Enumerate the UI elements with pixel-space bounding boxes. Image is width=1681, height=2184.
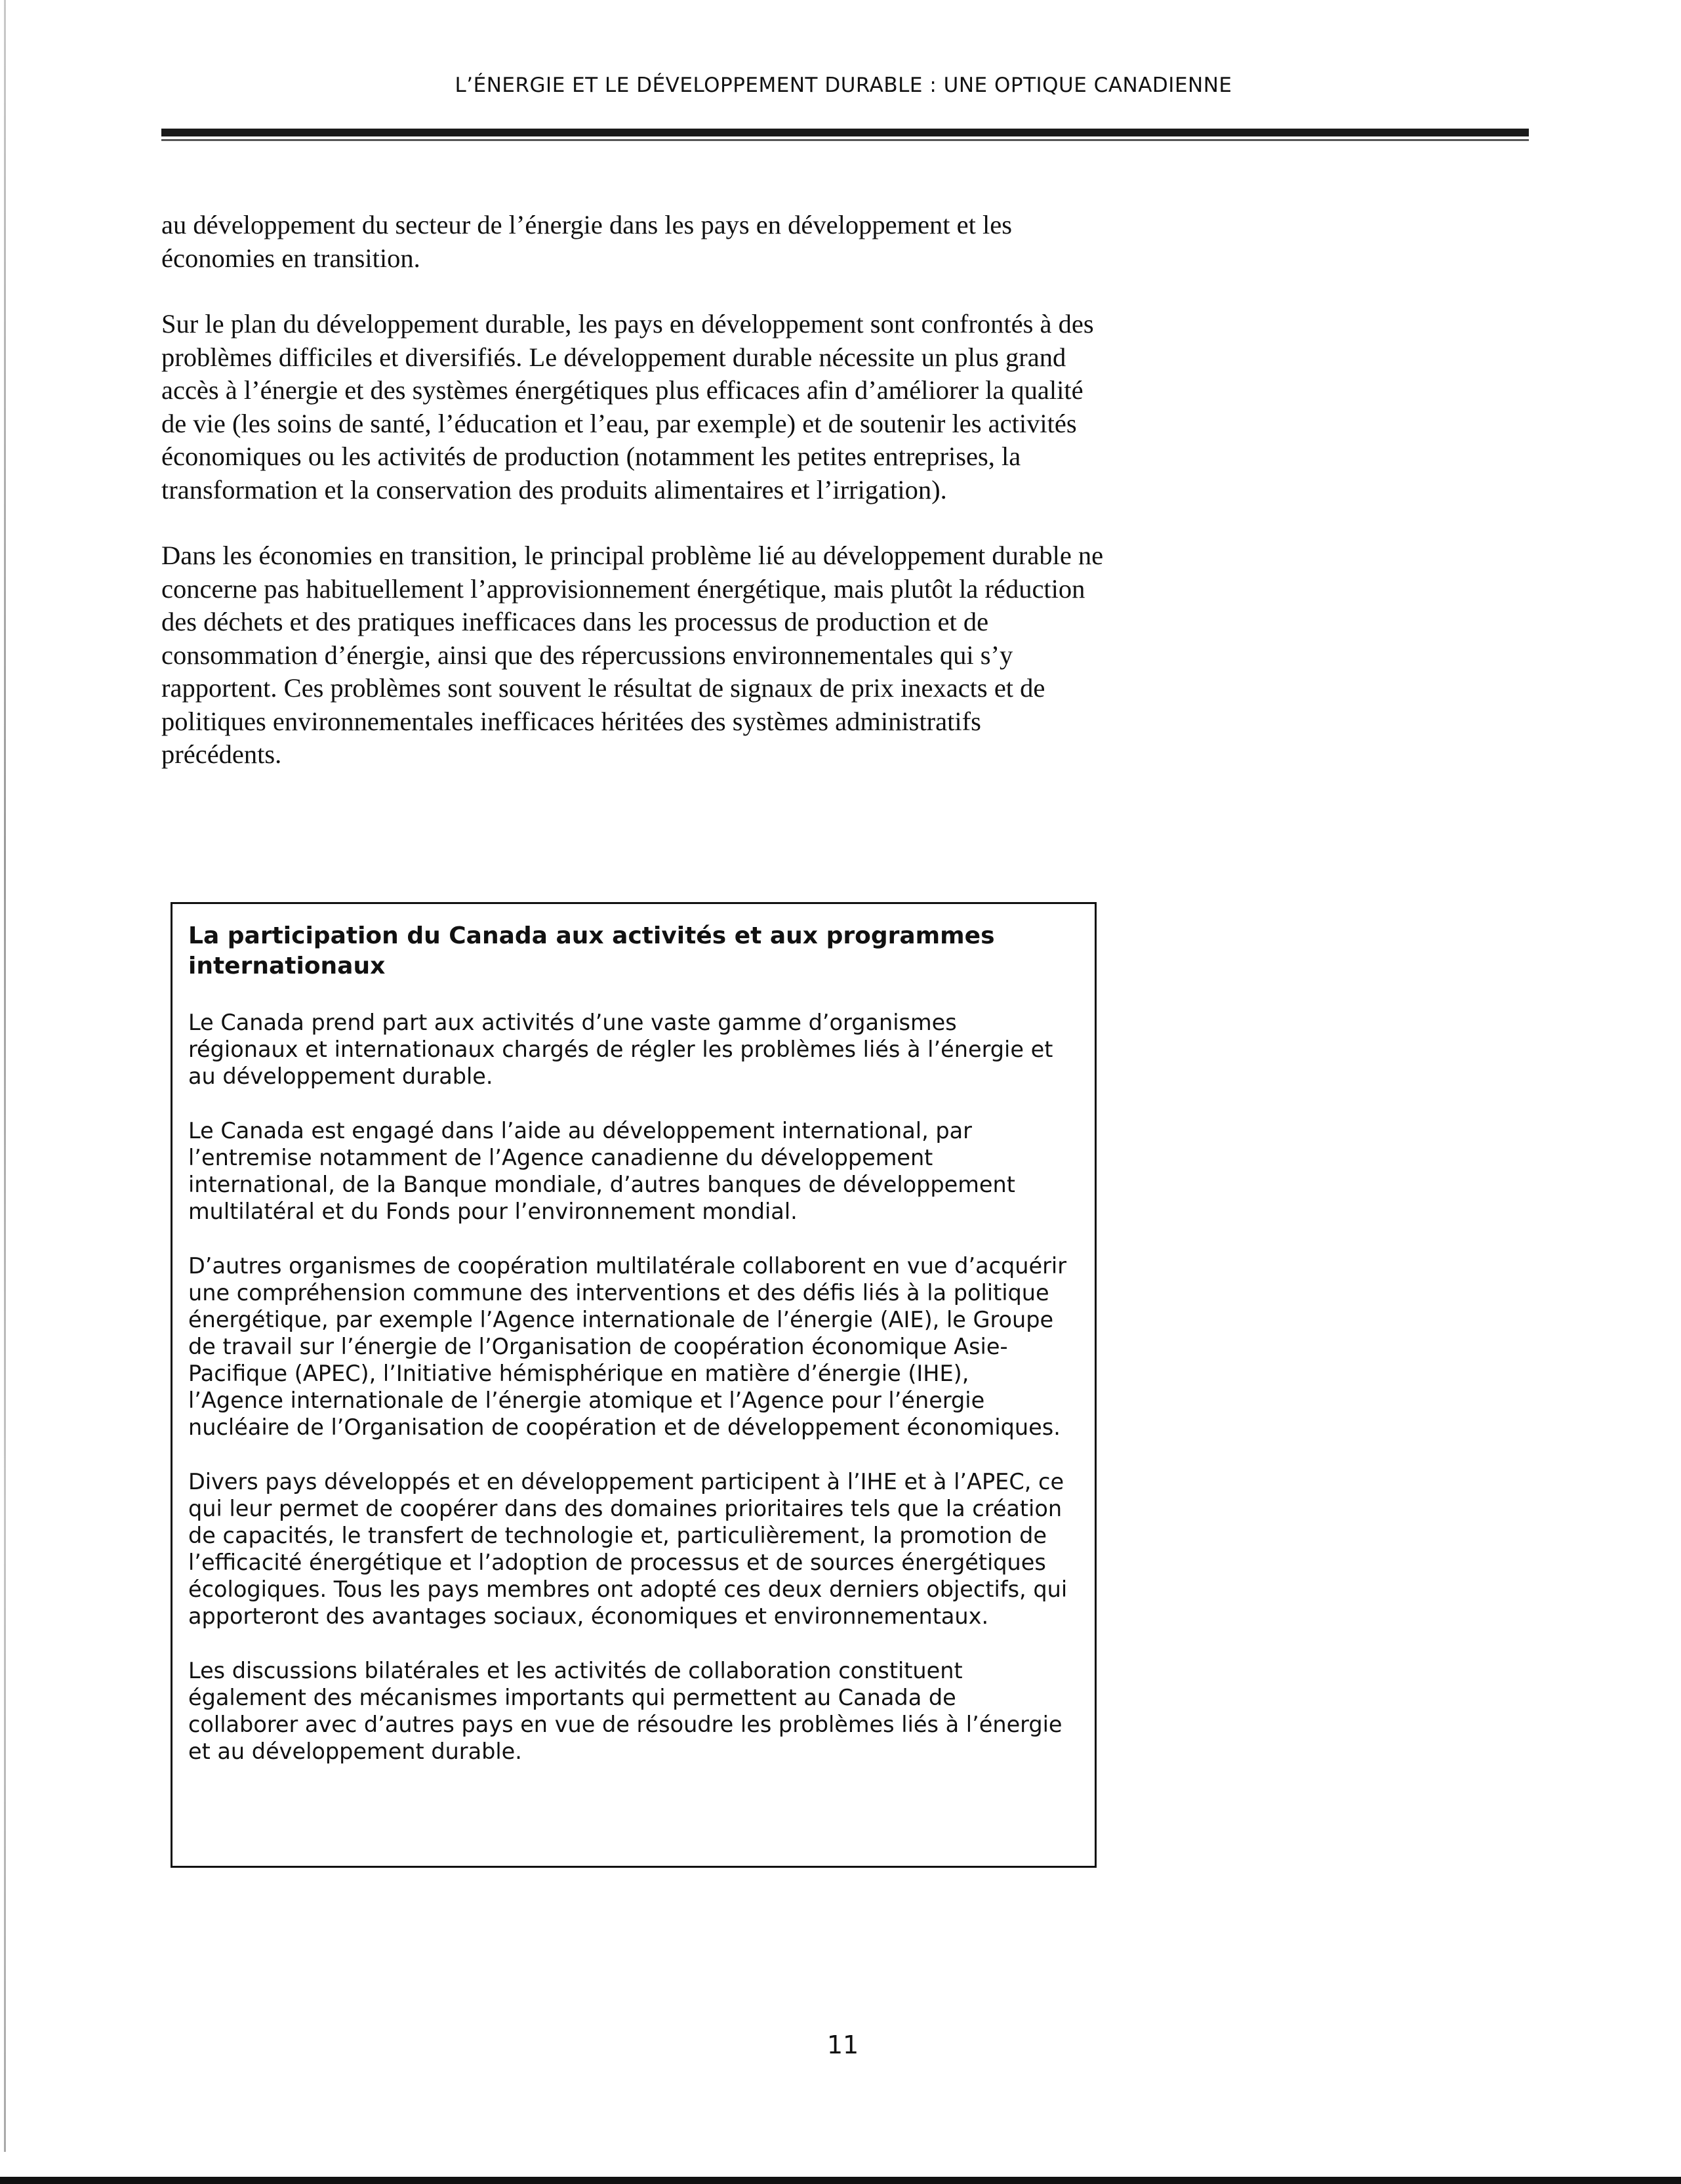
sidebar-box-paragraph: Les discussions bilatérales et les activités de collaboration constituent également des mécanismes importants qui permettent au Canada de collaborer avec d’autres pays en vue de résoudre les problèmes liés à l’énergie et au développement durable.	[188, 1658, 1063, 1764]
header-rule-thin	[161, 139, 1529, 141]
sidebar-box-paragraph: Le Canada est engagé dans l’aide au développement international, par l’entremise notamment de l’Agence canadienne du développement international, de la Banque mondiale, d’autres banques de développement multilatéral et du Fonds pour l’environnement mondial.	[188, 1118, 1015, 1224]
body-paragraph: Sur le plan du développement durable, les pays en développement sont confrontés à des problèmes difficiles et diversifiés. Le développement durable nécessite un plus grand accès à l’énergie et des systèmes énergétiques plus efficaces afin d’améliorer la qualité de vie (les soins de santé, l’éducation et l’eau, par exemple) et de soutenir les activités économiques ou les activités de production (notamment les petites entreprises, la transformation et la conservation des produits alimentaires et l’irrigation).	[161, 309, 1094, 505]
running-header: L’ÉNERGIE ET LE DÉVELOPPEMENT DURABLE : UNE OPTIQUE CANADIENNE	[455, 73, 1232, 97]
sidebar-box-paragraph: Le Canada prend part aux activités d’une vaste gamme d’organismes régionaux et internationaux chargés de régler les problèmes liés à l’énergie et au développement durable.	[188, 1010, 1053, 1089]
body-text	[161, 209, 1106, 804]
header-rule	[161, 129, 1529, 136]
sidebar-box-title: La participation du Canada aux activités et aux programmes internationaux	[188, 922, 995, 979]
page-number: 11	[826, 2030, 859, 2059]
body-paragraph: au développement du secteur de l’énergie dans les pays en développement et les économies en transition.	[161, 210, 1013, 273]
scan-page-edge	[4, 0, 6, 2152]
body-paragraph: Dans les économies en transition, le principal problème lié au développement durable ne concerne pas habituellement l’approvisionnement énergétique, mais plutôt la réduction des déchets et des pratiques inefficaces dans les processus de production et de consommation d’énergie, ainsi que des répercussions environnementales qui s’y rapportent. Ces problèmes sont souvent le résultat de signaux de prix inexacts et de politiques environnementales inefficaces héritées des systèmes administratifs précédents.	[161, 541, 1104, 769]
sidebar-box-paragraph: Divers pays développés et en développement participent à l’IHE et à l’APEC, ce qui leur permet de coopérer dans des domaines prioritaires tels que la création de capacités, le transfert de technologie et, particulièrement, la promotion de l’efficacité énergétique et l’adoption de processus et de sources énergétiques écologiques. Tous les pays membres ont adopté ces deux derniers objectifs, qui apporteront des avantages sociaux, économiques et environnementaux.	[188, 1469, 1068, 1629]
sidebar-box-paragraph: D’autres organismes de coopération multilatérale collaborent en vue d’acquérir une compréhension commune des interventions et des défis liés à la politique énergétique, par exemple l’Agence internationale de l’énergie (AIE), le Groupe de travail sur l’énergie de l’Organisation de coopération économique Asie-Pacifique (APEC), l’Initiative hémisphérique en matière d’énergie (IHE), l’Agence internationale de l’énergie atomique et l’Agence pour l’énergie nucléaire de l’Organisation de coopération et de développement économiques.	[188, 1253, 1067, 1440]
scan-bottom-edge	[0, 2177, 1681, 2184]
sidebar-box	[171, 902, 1097, 1868]
